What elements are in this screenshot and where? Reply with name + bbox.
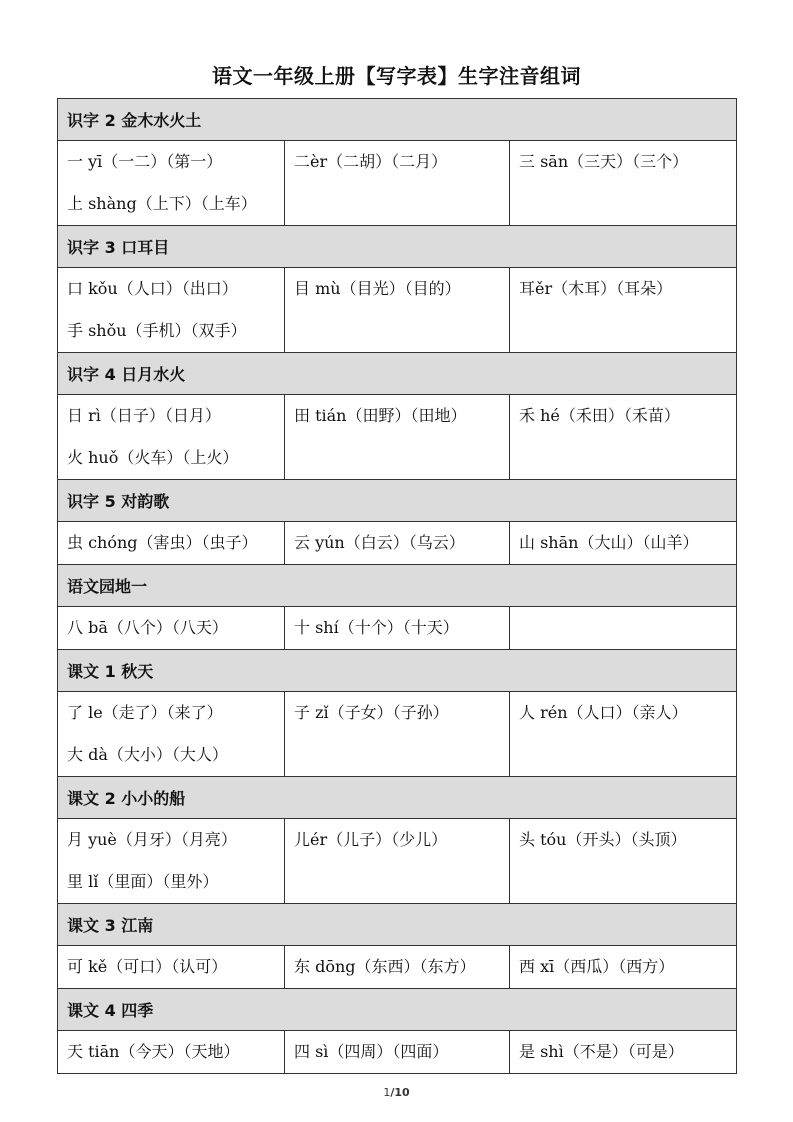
word-cell	[285, 819, 510, 904]
word-entry: 是 shì（不是）（可是）	[519, 1042, 684, 1061]
word-entry: 四 sì（四周）（四面）	[294, 1042, 449, 1061]
table-row	[58, 692, 737, 777]
section-header-row	[58, 650, 737, 692]
table-row	[58, 1031, 737, 1074]
section-heading: 课文 4 四季	[58, 989, 737, 1031]
word-cell	[285, 692, 510, 777]
word-entry: 口 kǒu（人口）（出口）	[67, 279, 238, 298]
word-entry: 三 sān（三天）（三个）	[519, 152, 689, 171]
word-cell	[510, 395, 737, 480]
word-entry: 云 yún（白云）（乌云）	[294, 533, 465, 552]
word-entry: 了 le（走了）（来了）	[67, 703, 223, 722]
page-current: 1	[383, 1086, 391, 1099]
word-cell	[285, 141, 510, 226]
section-header-row	[58, 989, 737, 1031]
section-heading: 识字 4 日月水火	[58, 353, 737, 395]
word-cell	[510, 819, 737, 904]
word-table	[57, 98, 737, 1074]
page-title: 语文一年级上册【写字表】生字注音组词	[212, 64, 581, 88]
word-entry: 一 yī（一二）（第一）	[67, 152, 223, 171]
word-entry: 头 tóu（开头）（头顶）	[519, 830, 687, 849]
page-number	[0, 1086, 793, 1099]
section-heading: 识字 3 口耳目	[58, 226, 737, 268]
word-entry: 山 shān（大山）（山羊）	[519, 533, 699, 552]
word-entry: 大 dà（大小）（大人）	[67, 745, 228, 764]
section-heading: 课文 1 秋天	[58, 650, 737, 692]
word-cell	[285, 1031, 510, 1074]
word-cell	[510, 1031, 737, 1074]
word-cell	[58, 268, 285, 353]
word-entry: 西 xī（西瓜）（西方）	[519, 957, 675, 976]
word-cell	[510, 522, 737, 565]
word-cell	[58, 607, 285, 650]
table-row	[58, 141, 737, 226]
section-header-row	[58, 480, 737, 522]
word-cell	[510, 946, 737, 989]
word-cell	[510, 692, 737, 777]
word-entry: 二èr（二胡）（二月）	[294, 152, 448, 171]
word-cell	[58, 1031, 285, 1074]
word-cell	[285, 946, 510, 989]
section-header-row	[58, 565, 737, 607]
word-entry: 里 lǐ（里面）（里外）	[67, 872, 219, 891]
word-cell	[58, 522, 285, 565]
section-heading: 识字 2 金木水火土	[58, 99, 737, 141]
word-entry: 八 bā（八个）（八天）	[67, 618, 228, 637]
table-row	[58, 522, 737, 565]
word-cell	[58, 819, 285, 904]
section-header-row	[58, 777, 737, 819]
section-heading: 语文园地一	[58, 565, 737, 607]
word-cell	[285, 522, 510, 565]
word-entry: 火 huǒ（火车）（上火）	[67, 448, 239, 467]
page-separator: /	[390, 1086, 395, 1099]
word-entry: 东 dōng（东西）（东方）	[294, 957, 476, 976]
word-cell	[58, 141, 285, 226]
section-header-row	[58, 226, 737, 268]
word-cell	[58, 395, 285, 480]
word-cell	[510, 607, 737, 650]
word-cell	[285, 395, 510, 480]
word-entry: 上 shàng（上下）（上车）	[67, 194, 257, 213]
section-header-row	[58, 353, 737, 395]
word-cell	[285, 607, 510, 650]
word-entry: 耳ěr（木耳）（耳朵）	[519, 279, 673, 298]
word-entry: 禾 hé（禾田）（禾苗）	[519, 406, 680, 425]
section-heading: 课文 2 小小的船	[58, 777, 737, 819]
word-entry: 田 tián（田野）（田地）	[294, 406, 467, 425]
table-row	[58, 268, 737, 353]
word-entry: 月 yuè（月牙）（月亮）	[67, 830, 237, 849]
word-entry: 人 rén（人口）（亲人）	[519, 703, 688, 722]
word-entry: 目 mù（目光）（目的）	[294, 279, 461, 298]
word-cell	[58, 692, 285, 777]
table-row	[58, 946, 737, 989]
section-heading: 课文 3 江南	[58, 904, 737, 946]
word-entry	[519, 607, 736, 649]
table-row	[58, 819, 737, 904]
word-entry: 日 rì（日子）（日月）	[67, 406, 221, 425]
word-entry: 子 zǐ（子女）（子孙）	[294, 703, 449, 722]
section-heading: 识字 5 对韵歌	[58, 480, 737, 522]
word-entry: 可 kě（可口）（认可）	[67, 957, 228, 976]
word-entry: 手 shǒu（手机）（双手）	[67, 321, 247, 340]
word-entry: 天 tiān（今天）（天地）	[67, 1042, 240, 1061]
word-cell	[285, 268, 510, 353]
section-header-row	[58, 904, 737, 946]
word-cell	[510, 268, 737, 353]
page-total: 10	[394, 1086, 410, 1099]
table-row	[58, 607, 737, 650]
word-entry: 虫 chóng（害虫）（虫子）	[67, 533, 258, 552]
word-cell	[58, 946, 285, 989]
word-cell	[510, 141, 737, 226]
word-entry: 十 shí（十个）（十天）	[294, 618, 459, 637]
section-header-row	[58, 99, 737, 141]
word-entry: 儿ér（儿子）（少儿）	[294, 830, 448, 849]
table-row	[58, 395, 737, 480]
